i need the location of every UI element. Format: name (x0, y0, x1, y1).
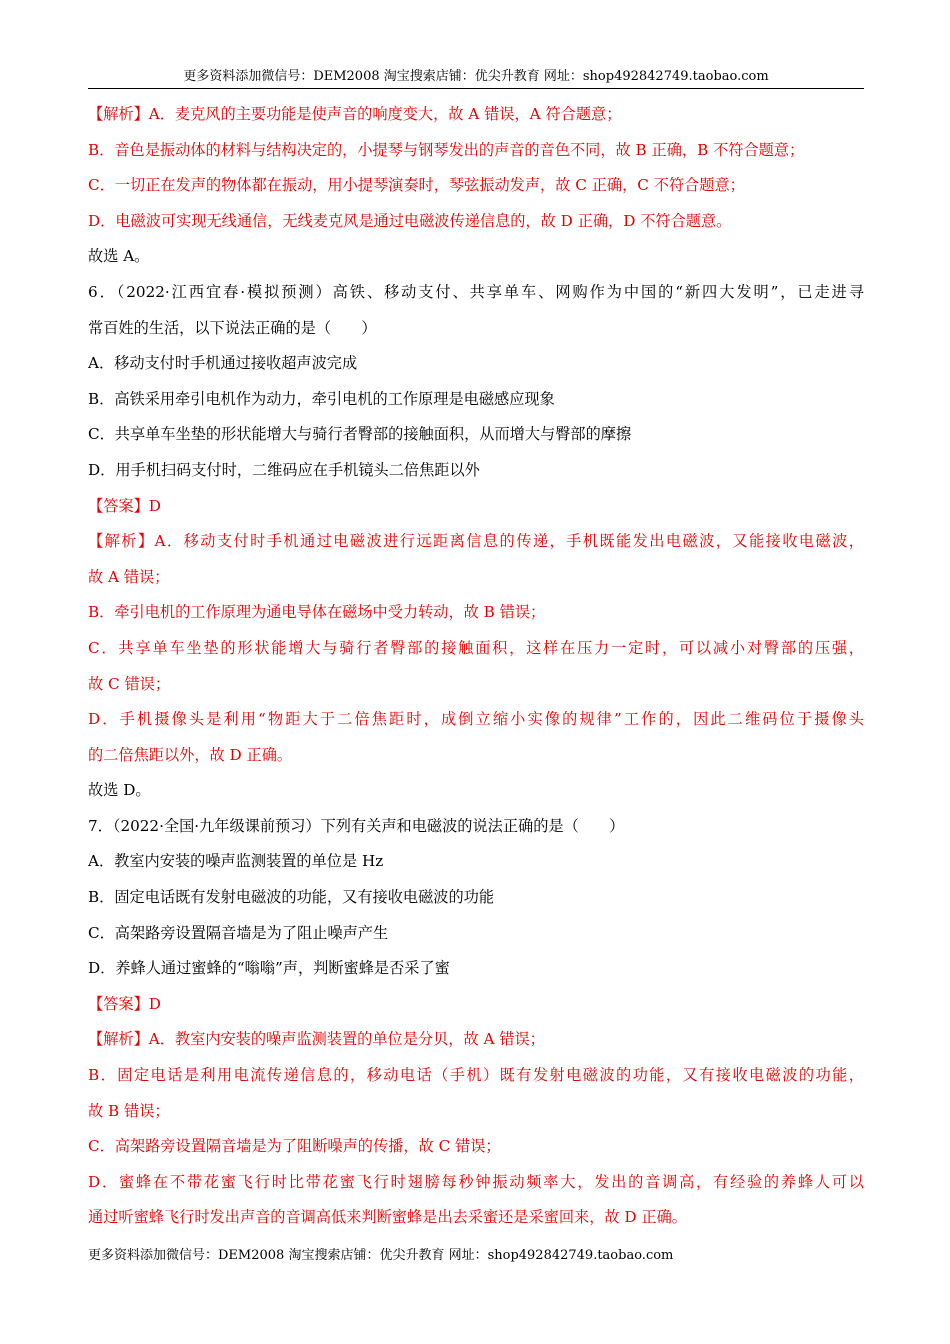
q5-analysis-b: B．音色是振动体的材料与结构决定的，小提琴与钢琴发出的声音的音色不同，故 B 正确，B 不符合题意； (88, 140, 805, 159)
q6-option-a: A．移动支付时手机通过接收超声波完成 (88, 354, 358, 373)
q7-analysis-d-line1: D．蜜蜂在不带花蜜飞行时比带花蜜飞行时翅膀每秒钟振动频率大，发出的音调高，有经验的养蜂人可以 (88, 1172, 864, 1191)
q6-option-d: D．用手机扫码支付时，二维码应在手机镜头二倍焦距以外 (88, 460, 480, 479)
q6-analysis-b: B．牵引电机的工作原理为通电导体在磁场中受力转动，故 B 错误； (88, 603, 546, 622)
q6-analysis-d-line1: D．手机摄像头是利用“物距大于二倍焦距时，成倒立缩小实像的规律”工作的，因此二维码位于摄像头 (88, 710, 864, 729)
q6-analysis-d-line2: 的二倍焦距以外，故 D 正确。 (88, 745, 293, 764)
q7-analysis-b-line2: 故 B 错误； (88, 1101, 170, 1120)
q6-answer: 【答案】D (88, 496, 161, 515)
q6-analysis-c-line2: 故 C 错误； (88, 674, 171, 693)
q5-analysis-d: D．电磁波可实现无线通信，无线麦克风是通过电磁波传递信息的，故 D 正确，D 不符合题意。 (88, 211, 732, 230)
document-body (88, 97, 864, 1236)
q7-analysis-c: C．高架路旁设置隔音墙是为了阻断噪声的传播，故 C 错误； (88, 1137, 501, 1156)
q7-analysis-d-line2: 通过听蜜蜂飞行时发出声音的音调高低来判断蜜蜂是出去采蜜还是采蜜回来，故 D 正确。 (88, 1208, 687, 1227)
q6-option-b: B．高铁采用牵引电机作为动力，牵引电机的工作原理是电磁感应现象 (88, 389, 555, 408)
q7-option-c: C．高架路旁设置隔音墙是为了阻止噪声产生 (88, 923, 389, 942)
q7-option-a: A．教室内安装的噪声监测装置的单位是 Hz (88, 852, 384, 871)
q5-analysis-a: 【解析】A．麦克风的主要功能是使声音的响度变大，故 A 错误，A 符合题意； (88, 105, 622, 123)
q6-stem-line2: 常百姓的生活，以下说法正确的是（ ） (88, 318, 377, 337)
q7-answer: 【答案】D (88, 994, 161, 1013)
q7-analysis-b-line1: B．固定电话是利用电流传递信息的，移动电话（手机）既有发射电磁波的功能，又有接收电磁波的功能， (88, 1066, 864, 1085)
q7-option-b: B．固定电话既有发射电磁波的功能，又有接收电磁波的功能 (88, 888, 495, 907)
q7-option-d: D．养蜂人通过蜜蜂的“嗡嗡”声，判断蜜蜂是否采了蜜 (88, 959, 450, 978)
q7-analysis-a: 【解析】A．教室内安装的噪声监测装置的单位是分贝，故 A 错误； (88, 1030, 545, 1049)
q7-stem: 7．（2022·全国·九年级课前预习）下列有关声和电磁波的说法正确的是（ ） (88, 816, 625, 835)
q6-option-c: C．共享单车坐垫的形状能增大与骑行者臀部的接触面积，从而增大与臀部的摩擦 (88, 425, 632, 444)
q6-analysis-c-line1: C．共享单车坐垫的形状能增大与骑行者臀部的接触面积，这样在压力一定时，可以减小对臀部的压强， (88, 638, 864, 657)
page-footer: 更多资料添加微信号：DEM2008 淘宝搜索店铺：优尖升教育 网址：shop492842749.taobao.com (88, 1248, 674, 1263)
q6-analysis-a-line2: 故 A 错误； (88, 567, 170, 586)
q5-choose: 故选 A。 (88, 247, 150, 266)
q6-analysis-a-line1: 【解析】A．移动支付时手机通过电磁波进行远距离信息的传递，手机既能发出电磁波，又能接收电磁波， (88, 532, 864, 551)
q6-stem-line1: 6．（2022·江西宜春·模拟预测）高铁、移动支付、共享单车、网购作为中国的“新四大发明”，已走进寻 (88, 282, 864, 301)
header-divider (88, 88, 864, 89)
q6-choose: 故选 D。 (88, 781, 151, 800)
page-header: 更多资料添加微信号：DEM2008 淘宝搜索店铺：优尖升教育 网址：shop492842749.taobao.com (183, 69, 769, 84)
q5-analysis-c: C．一切正在发声的物体都在振动，用小提琴演奏时，琴弦振动发声，故 C 正确，C 不符合题意； (88, 176, 745, 195)
